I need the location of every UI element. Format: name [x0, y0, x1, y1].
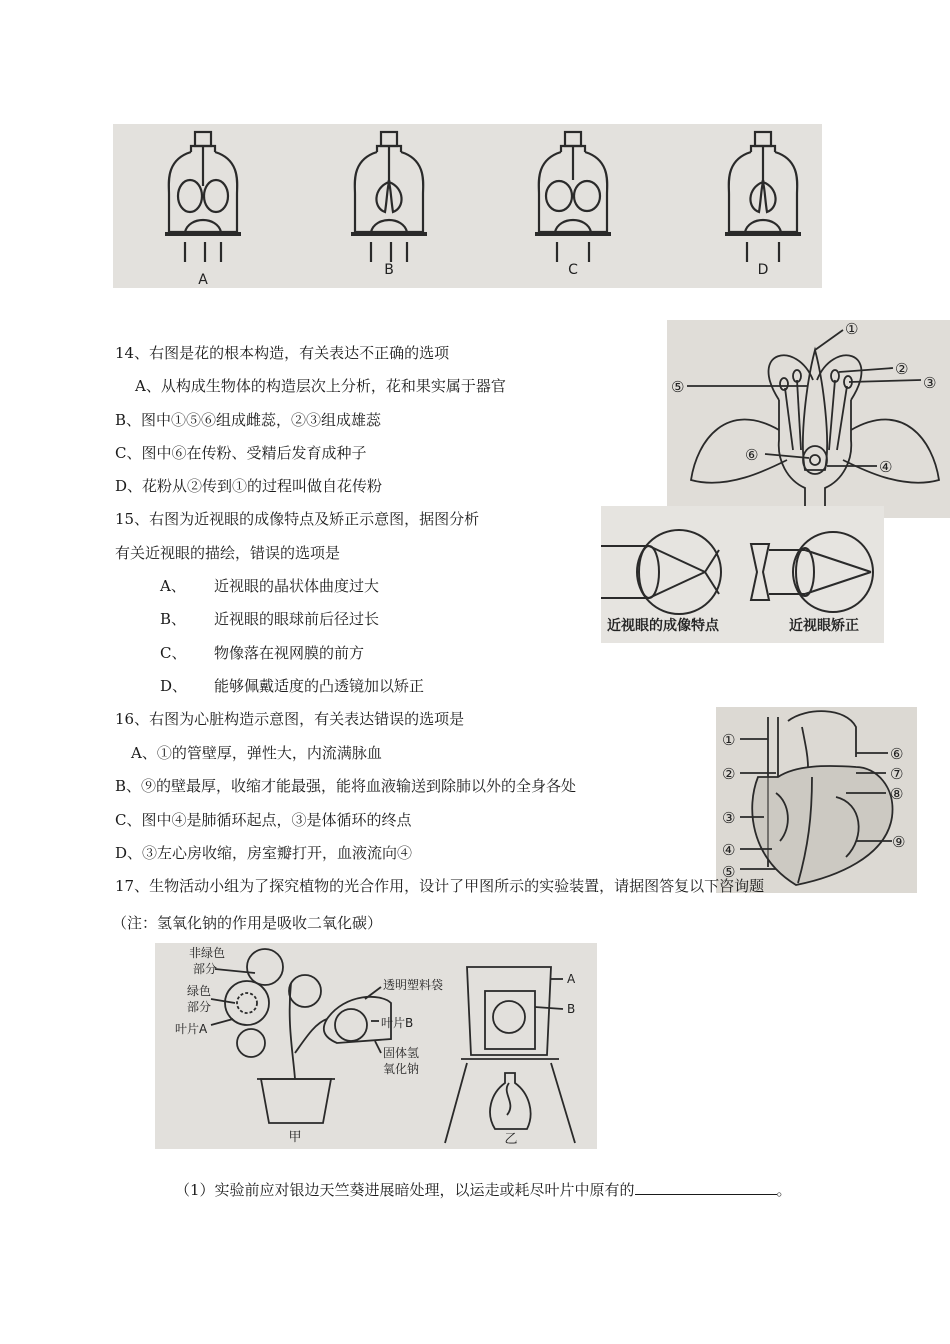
heart-drawing: [716, 707, 917, 893]
heart-label-3: ③: [722, 809, 736, 827]
bell-jar-a: [165, 132, 241, 262]
q15-option-d-key: D、: [160, 677, 188, 695]
heart-figure: [716, 707, 917, 893]
bell-jar-d: [725, 132, 801, 262]
myopia-figure: [601, 506, 884, 643]
heart-label-2: ②: [722, 765, 736, 783]
flower-label-3: ③: [923, 374, 937, 392]
heart-label-1: ①: [722, 731, 736, 749]
exp-label-naoh-2: 氧化钠: [383, 1062, 420, 1076]
flower-label-2: ②: [895, 360, 909, 378]
q14-option-c: C、图中⑥在传粉、受精后发育成种子: [115, 444, 367, 462]
flower-label-1: ①: [845, 320, 859, 338]
q16-option-d: D、③左心房收缩，房室瓣打开，血液流向④: [115, 844, 413, 862]
exp-label-yi: 乙: [504, 1132, 518, 1147]
q16-option-b: B、⑨的壁最厚，收缩才能最强，能将血液输送到除肺以外的全身各处: [115, 777, 577, 795]
q15-option-b-text: 近视眼的眼球前后径过长: [214, 610, 380, 628]
q14-option-b: B、图中①⑤⑥组成雌蕊，②③组成雄蕊: [115, 411, 382, 429]
q15-stem: 15、右图为近视眼的成像特点及矫正示意图，据图分析: [115, 510, 480, 528]
heart-label-7: ⑦: [890, 765, 904, 783]
heart-label-8: ⑧: [890, 785, 904, 803]
q15-option-c-key: C、: [160, 644, 187, 662]
exp-label-naoh-1: 固体氢: [383, 1046, 420, 1060]
bell-jar-label-c: C: [568, 262, 578, 278]
exp-label-green-2: 部分: [187, 1000, 212, 1014]
q16-stem: 16、右图为心脏构造示意图，有关表达错误的选项是: [115, 710, 465, 728]
experiment-drawing: [155, 943, 597, 1149]
q15-stem-2: 有关近视眼的描绘，错误的选项是: [115, 544, 341, 562]
q15-option-a-text: 近视眼的晶状体曲度过大: [214, 577, 380, 595]
q15-option-c-text: 物像落在视网膜的前方: [214, 644, 365, 662]
bell-jar-b: [351, 132, 427, 262]
q17-sub1-text: （1）实验前应对银边天竺葵进展暗处理，以运走或耗尽叶片中原有的: [175, 1181, 635, 1199]
myopia-caption-left: 近视眼的成像特点: [607, 618, 719, 634]
bell-jar-figure: [113, 124, 822, 288]
bell-jar-c: [535, 132, 611, 262]
q17-note: （注：氢氧化钠的作用是吸收二氧化碳）: [112, 914, 383, 932]
heart-label-5: ⑤: [722, 863, 736, 881]
bell-jar-label-d: D: [757, 262, 769, 278]
flower-label-6: ⑥: [745, 446, 759, 464]
q14-option-d: D、花粉从②传到①的过程叫做自花传粉: [115, 477, 383, 495]
q17-stem: 17、生物活动小组为了探究植物的光合作用，设计了甲图所示的实验装置，请据图答复以下咨询题: [115, 877, 765, 895]
q17-sub1-end: 。: [776, 1181, 792, 1199]
exp-label-beaker-b: B: [567, 1002, 576, 1016]
q14-option-a: A、从构成生物体的构造层次上分析，花和果实属于器官: [135, 377, 506, 395]
heart-label-6: ⑥: [890, 745, 904, 763]
q16-option-a: A、①的管壁厚，弹性大，内流满脉血: [131, 744, 382, 762]
flower-label-5: ⑤: [671, 378, 685, 396]
myopia-drawing: [601, 506, 884, 643]
heart-label-9: ⑨: [892, 833, 906, 851]
flower-drawing: [667, 320, 950, 518]
bell-jar-label-b: B: [384, 262, 394, 278]
exp-label-leaf-a: 叶片A: [175, 1022, 208, 1036]
q15-option-a-key: A、: [160, 577, 186, 595]
q15-option-d-text: 能够佩戴适度的凸透镜加以矫正: [214, 677, 425, 695]
exp-label-non-green-1: 非绿色: [189, 946, 226, 960]
bell-jar-drawing: [113, 124, 822, 288]
bell-jar-label-a: A: [198, 272, 208, 288]
q17-sub1: [175, 1179, 792, 1200]
exp-label-bag: 透明塑料袋: [383, 978, 444, 992]
q15-option-b-key: B、: [160, 610, 187, 628]
flower-figure: [667, 320, 950, 518]
experiment-figure: [155, 943, 597, 1149]
exp-label-green-1: 绿色: [187, 984, 212, 998]
exp-label-non-green-2: 部分: [193, 962, 218, 976]
exp-label-beaker-a: A: [567, 972, 576, 986]
exp-label-leaf-b: 叶片B: [381, 1016, 414, 1030]
q14-stem: 14、右图是花的根本构造，有关表达不正确的选项: [115, 344, 450, 362]
myopia-caption-right: 近视眼矫正: [789, 618, 859, 634]
q16-option-c: C、图中④是肺循环起点，③是体循环的终点: [115, 811, 412, 829]
exp-label-jia: 甲: [288, 1130, 302, 1145]
q17-sub1-blank[interactable]: [635, 1179, 777, 1195]
flower-label-4: ④: [879, 458, 893, 476]
heart-label-4: ④: [722, 841, 736, 859]
